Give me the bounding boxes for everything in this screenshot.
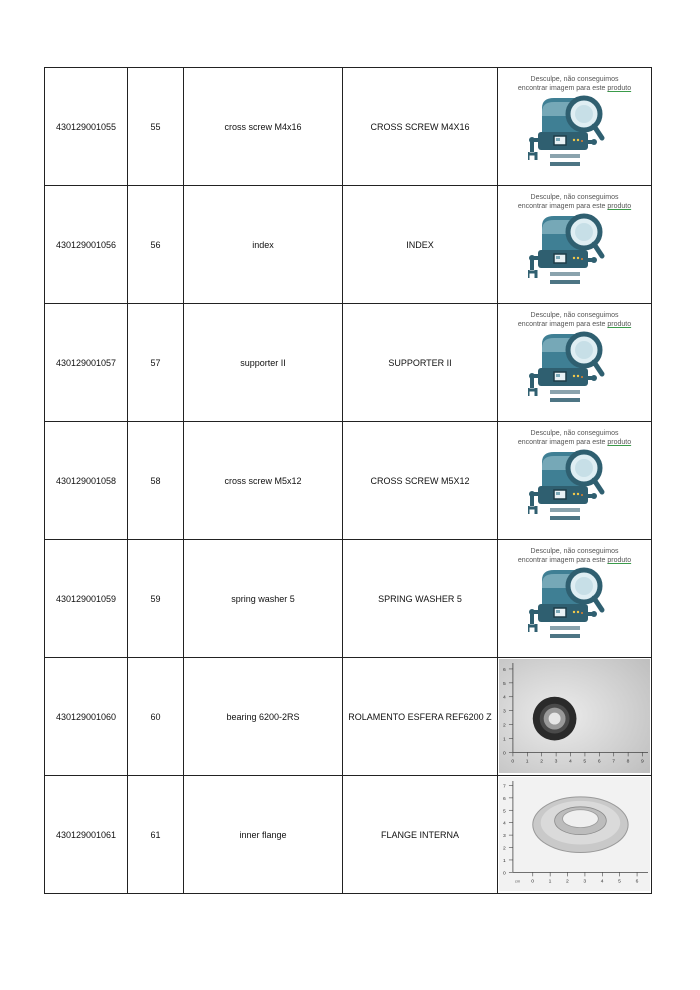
no-image-message [498,75,651,93]
no-image-line2-link: produto [607,203,632,210]
ruler-tick-label: 7 [502,784,506,790]
part-name: FLANGE INTERNA [343,776,498,894]
ruler-unit-label: cm [514,878,521,884]
ruler-tick-label: 2 [502,723,506,729]
position-number: 56 [128,186,184,304]
ruler-tick-label: 9 [641,759,644,765]
ruler-tick-label: 3 [502,834,506,840]
table-row [45,68,652,186]
no-image-line2-text: encontrar imagem para este [517,85,608,92]
table-row [45,186,652,304]
part-image [498,186,652,304]
bearing-photo [499,659,650,773]
part-code: 430129001059 [45,540,128,658]
part-description: cross screw M4x16 [184,68,343,186]
ruler-tick-label: 5 [583,759,587,765]
no-image-line2 [498,556,651,565]
parts-table [44,67,652,894]
no-image-line1: Desculpe, não conseguimos [530,194,619,201]
no-image-line2-text: encontrar imagem para este [517,203,608,210]
no-image-line2 [498,84,651,93]
ruler-tick-label: 4 [600,879,604,885]
part-description: cross screw M5x12 [184,422,343,540]
ruler-tick-label: 3 [502,709,506,715]
ruler-tick-label: 1 [502,737,506,743]
part-name: INDEX [343,186,498,304]
ruler-tick-label: 1 [548,879,552,885]
ruler-tick-label: 4 [569,759,572,765]
ruler-tick-label: 0 [511,759,515,765]
table-row [45,422,652,540]
robot-placeholder-icon [528,448,614,534]
parts-table-body [45,68,652,894]
part-code: 430129001061 [45,776,128,894]
robot-placeholder-icon [528,330,614,416]
ruler-tick-label: 2 [566,879,569,885]
table-row [45,304,652,422]
no-image-line2 [498,438,651,447]
flange-photo [499,777,650,891]
position-number: 57 [128,304,184,422]
part-name: CROSS SCREW M5X12 [343,422,498,540]
ruler-tick-label: 3 [583,879,587,885]
part-description: bearing 6200-2RS [184,658,343,776]
table-row [45,776,652,894]
part-description: index [184,186,343,304]
ruler-tick-label: 4 [502,821,506,827]
no-image-line2-link: produto [607,557,632,564]
ruler-tick-label: 6 [597,759,601,765]
part-name: SPRING WASHER 5 [343,540,498,658]
ruler-tick-label: 6 [502,796,506,802]
ruler-tick-label: 0 [502,751,506,757]
part-image [498,68,652,186]
ruler-tick-label: 2 [502,846,506,852]
position-number: 55 [128,68,184,186]
ruler-tick-label: 3 [554,759,558,765]
no-image-message [498,311,651,329]
part-description: inner flange [184,776,343,894]
part-code: 430129001057 [45,304,128,422]
ruler-tick-label: 1 [502,858,506,864]
no-image-line2-link: produto [607,321,632,328]
part-name: CROSS SCREW M4X16 [343,68,498,186]
ruler-tick-label: 6 [502,667,506,673]
no-image-line2-text: encontrar imagem para este [517,557,608,564]
table-row [45,540,652,658]
no-image-message [498,193,651,211]
ruler-tick-label: 0 [502,871,506,877]
part-description: supporter II [184,304,343,422]
robot-placeholder-icon [528,94,614,180]
ruler-tick-label: 8 [626,759,630,765]
ruler-tick-label: 5 [502,681,506,687]
no-image-line2 [498,202,651,211]
position-number: 59 [128,540,184,658]
robot-placeholder-icon [528,212,614,298]
ruler-tick-label: 0 [531,879,535,885]
position-number: 60 [128,658,184,776]
no-image-line1: Desculpe, não conseguimos [530,548,619,555]
no-image-message [498,429,651,447]
position-number: 61 [128,776,184,894]
part-name: ROLAMENTO ESFERA REF6200 Z [343,658,498,776]
part-name: SUPPORTER II [343,304,498,422]
part-image [498,422,652,540]
ruler-tick-label: 5 [618,879,621,885]
ruler-tick-label: 6 [635,879,639,885]
no-image-line2 [498,320,651,329]
part-image [498,304,652,422]
ruler-tick-label: 7 [612,759,616,765]
part-code: 430129001058 [45,422,128,540]
no-image-line2-text: encontrar imagem para este [517,439,608,446]
ruler-tick-label: 1 [525,759,529,765]
no-image-message [498,547,651,565]
no-image-line2-text: encontrar imagem para este [517,321,608,328]
ruler-tick-label: 5 [502,809,506,815]
ruler-tick-label: 4 [502,695,506,701]
part-code: 430129001056 [45,186,128,304]
robot-placeholder-icon [528,566,614,652]
part-description: spring washer 5 [184,540,343,658]
part-code: 430129001060 [45,658,128,776]
no-image-line1: Desculpe, não conseguimos [530,312,619,319]
ruler-tick-label: 2 [540,759,543,765]
part-image [498,658,652,776]
part-image [498,776,652,894]
no-image-line2-link: produto [607,85,632,92]
no-image-line2-link: produto [607,439,632,446]
no-image-line1: Desculpe, não conseguimos [530,430,619,437]
part-image [498,540,652,658]
table-row [45,658,652,776]
position-number: 58 [128,422,184,540]
part-code: 430129001055 [45,68,128,186]
no-image-line1: Desculpe, não conseguimos [530,76,619,83]
